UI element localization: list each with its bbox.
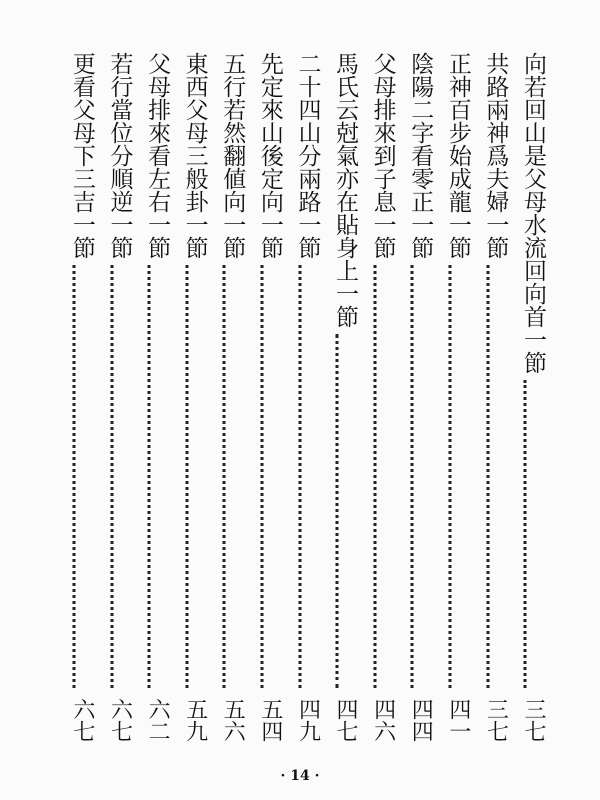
- toc-entry-title: 五行若然翻値向一節: [219, 52, 246, 259]
- toc-entry-title: 父母排來到子息一節: [369, 52, 396, 259]
- toc-dot-leader: [449, 265, 452, 688]
- table-of-contents: [55, 52, 544, 742]
- toc-entry: [394, 52, 432, 742]
- toc-entry-title: 向若回山是父母水流回向首一節: [520, 52, 546, 374]
- toc-dot-leader: [110, 265, 113, 688]
- toc-entry: [168, 52, 206, 742]
- toc-entry-title: 陰陽二字看零正一節: [407, 52, 434, 259]
- toc-dot-leader: [336, 334, 339, 688]
- toc-dot-leader: [411, 265, 414, 688]
- toc-entry-page: 六七: [69, 698, 95, 742]
- toc-entry-title: 更看父母下三吉一節: [68, 52, 95, 259]
- toc-entry-page: 三七: [521, 698, 546, 742]
- toc-entry: [356, 52, 394, 742]
- toc-entry: [55, 52, 93, 742]
- toc-entry: [243, 52, 281, 742]
- toc-entry: [281, 52, 319, 742]
- toc-entry: [318, 52, 359, 742]
- toc-entry: [506, 52, 544, 742]
- toc-dot-leader: [373, 265, 376, 688]
- toc-entry-page: 四四: [408, 698, 434, 742]
- page-number: · 14 ·: [280, 768, 320, 784]
- toc-entry-title: 父母排來看左右一節: [144, 52, 171, 259]
- toc-dot-leader: [223, 265, 226, 688]
- toc-entry-title: 共路兩神爲夫婦一節: [482, 52, 509, 259]
- toc-entry: [206, 52, 244, 742]
- toc-entry-title: 若行當位分順逆一節: [106, 52, 133, 259]
- toc-entry-page: 四七: [333, 698, 359, 742]
- toc-dot-leader: [524, 380, 527, 688]
- toc-entry-page: 三七: [483, 698, 509, 742]
- toc-entry: [93, 52, 131, 742]
- toc-entry-title: 東西父母三般卦一節: [181, 52, 208, 259]
- toc-dot-leader: [486, 265, 489, 688]
- toc-entry-page: 五四: [257, 698, 283, 742]
- toc-entry-title: 先定來山後定向一節: [256, 52, 283, 259]
- toc-dot-leader: [148, 265, 151, 688]
- toc-entry-page: 五六: [220, 698, 246, 742]
- toc-dot-leader: [298, 265, 301, 688]
- toc-entry-page: 四九: [295, 698, 321, 742]
- toc-entry: [431, 52, 469, 742]
- toc-dot-leader: [185, 265, 188, 688]
- toc-entry-title: 馬氏云尅氣亦在貼身上一節: [332, 52, 359, 328]
- toc-entry-page: 四六: [370, 698, 396, 742]
- toc-entry: [130, 52, 171, 742]
- toc-dot-leader: [73, 265, 76, 688]
- toc-entry-title: 二十四山分兩路一節: [294, 52, 321, 259]
- toc-entry: [469, 52, 507, 742]
- toc-entry-page: 四一: [445, 698, 471, 742]
- toc-entry-page: 六七: [107, 698, 133, 742]
- toc-entry-page: 五九: [182, 698, 208, 742]
- toc-dot-leader: [261, 265, 264, 688]
- toc-entry-title: 正神百步始成龍一節: [444, 52, 471, 259]
- toc-entry-page: 六二: [145, 698, 171, 742]
